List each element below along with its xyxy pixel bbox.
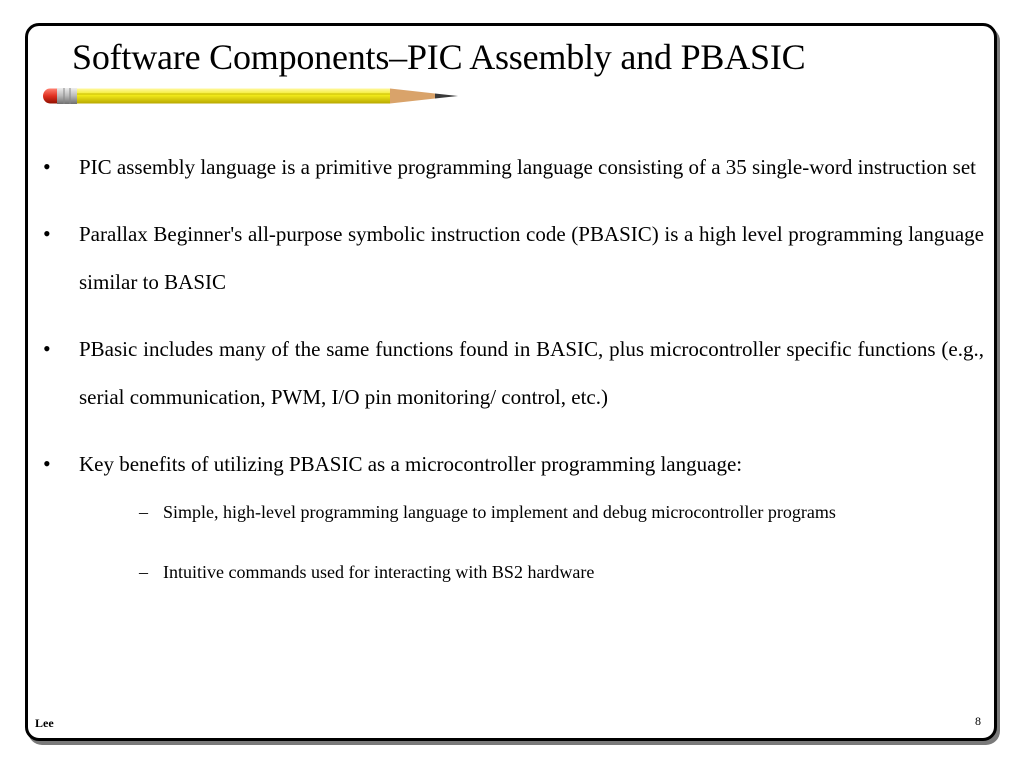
sub-bullet-list bbox=[79, 488, 984, 596]
bullet-text: PBasic includes many of the same functions found in BASIC, plus microcontroller specific functions (e.g., serial communication, PWM, I/O pin monitoring/ control, etc.) bbox=[79, 337, 984, 409]
bullet-item bbox=[40, 210, 984, 306]
sub-bullet-marker: – bbox=[139, 502, 148, 522]
bullet-marker: • bbox=[43, 451, 51, 476]
slide-title: Software Components–PIC Assembly and PBASIC bbox=[72, 37, 806, 77]
sub-bullet-item bbox=[79, 488, 984, 536]
bullet-list bbox=[40, 143, 984, 615]
footer-author: Lee bbox=[35, 716, 54, 730]
sub-bullet-item bbox=[79, 548, 984, 596]
sub-bullet-text: Simple, high-level programming language to implement and debug microcontroller programs bbox=[163, 502, 836, 522]
page-number: 8 bbox=[975, 714, 981, 728]
bullet-item bbox=[40, 440, 984, 596]
bullet-marker: • bbox=[43, 336, 51, 361]
bullet-marker: • bbox=[43, 154, 51, 179]
bullet-text: Parallax Beginner's all-purpose symbolic instruction code (PBASIC) is a high level programming language similar to BASIC bbox=[79, 222, 984, 294]
bullet-text: PIC assembly language is a primitive programming language consisting of a 35 single-word instruction set bbox=[79, 155, 977, 179]
bullet-text: Key benefits of utilizing PBASIC as a microcontroller programming language: bbox=[79, 452, 743, 476]
bullet-marker: • bbox=[43, 221, 51, 246]
bullet-item bbox=[40, 325, 984, 421]
sub-bullet-marker: – bbox=[139, 562, 148, 582]
sub-bullet-text: Intuitive commands used for interacting with BS2 hardware bbox=[163, 562, 595, 582]
bullet-item bbox=[40, 143, 984, 191]
pencil-icon bbox=[40, 84, 460, 108]
